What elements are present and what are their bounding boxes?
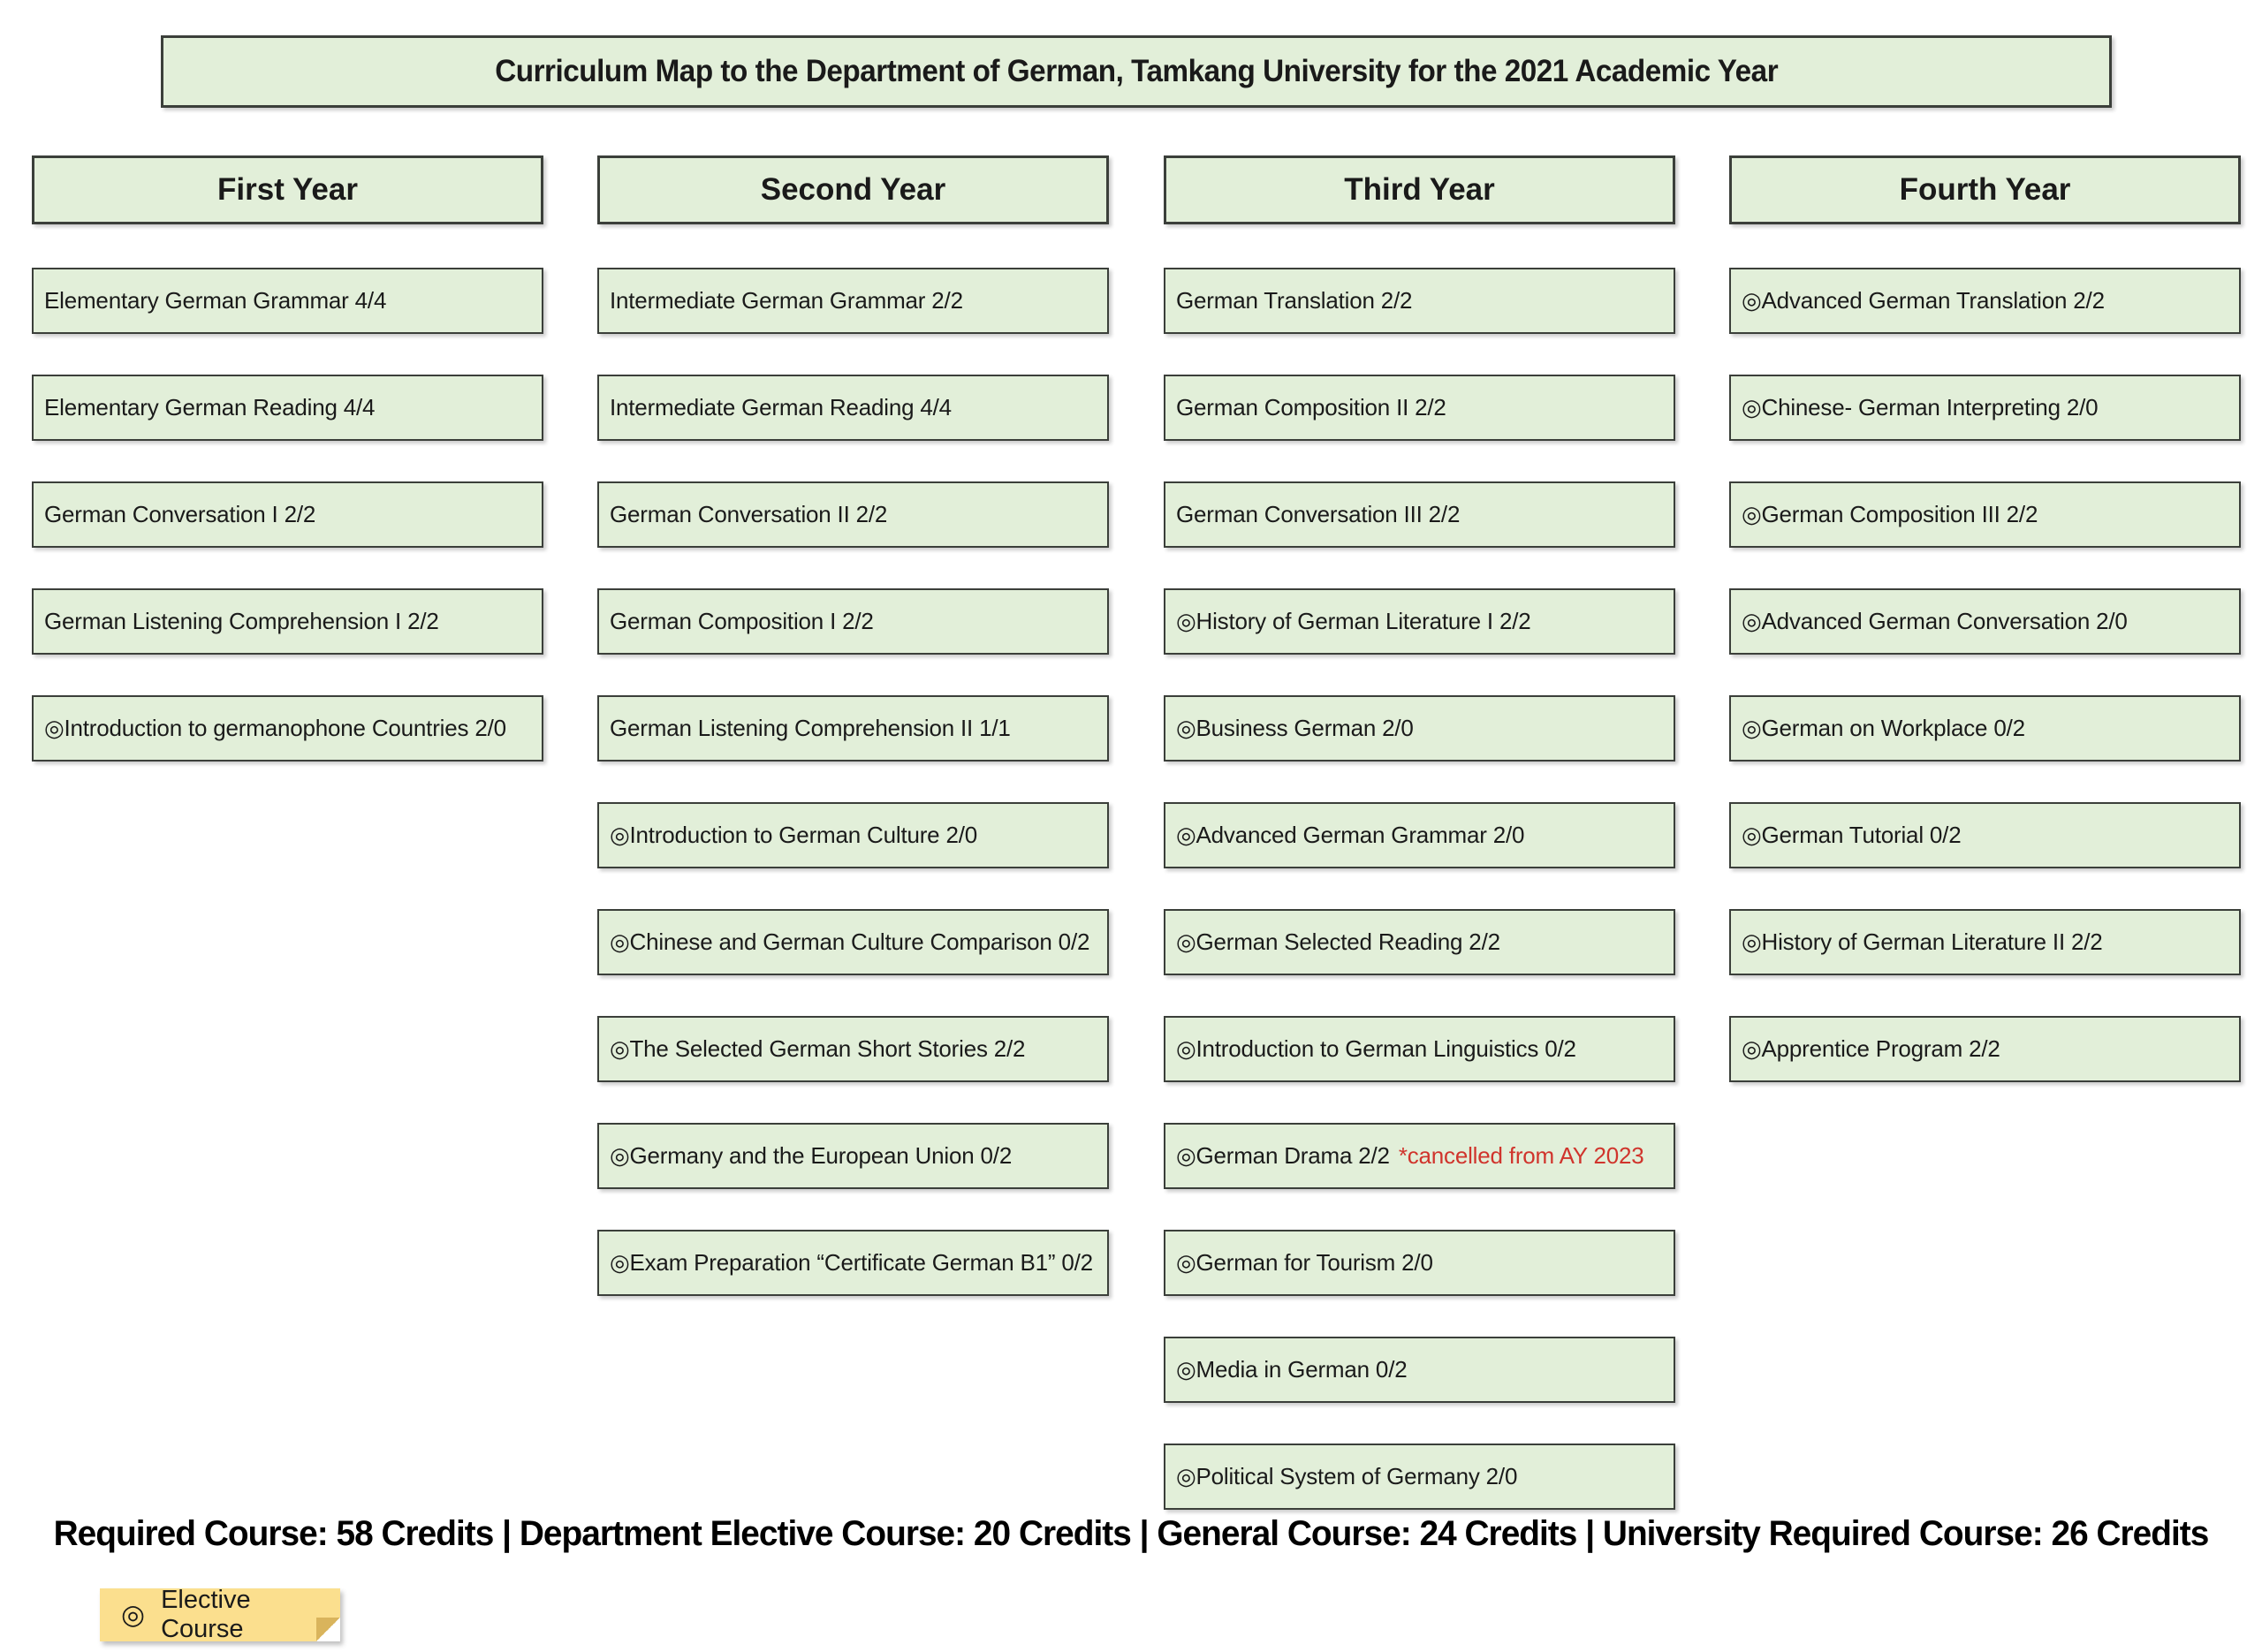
course-box <box>1164 268 1675 334</box>
course-label: ◎Media in German 0/2 <box>1176 1356 1408 1383</box>
course-label: ◎Introduction to germanophone Countries 2/0 <box>44 715 506 741</box>
column-second-year <box>597 155 1109 1296</box>
legend-label: Elective Course <box>161 1586 251 1643</box>
course-label: ◎Business German 2/0 <box>1176 715 1414 741</box>
course-label: German Conversation I 2/2 <box>44 501 316 527</box>
course-box <box>32 481 543 548</box>
course-label: ◎German Composition III 2/2 <box>1742 501 2038 527</box>
column-header-fourth-year <box>1729 155 2241 224</box>
elective-marker-icon: ◎ <box>121 1599 146 1630</box>
course-box <box>1729 1016 2241 1082</box>
course-label: ◎Introduction to German Linguistics 0/2 <box>1176 1035 1576 1062</box>
column-title: Fourth Year <box>1899 172 2071 207</box>
course-label: ◎History of German Literature I 2/2 <box>1176 608 1531 634</box>
course-cancelled-note: *cancelled from AY 2023 <box>1398 1142 1644 1169</box>
column-third-year <box>1164 155 1675 1510</box>
course-box <box>597 268 1109 334</box>
course-box <box>1729 481 2241 548</box>
course-box <box>1729 268 2241 334</box>
course-label: ◎Chinese and German Culture Comparison 0/2 <box>610 928 1090 955</box>
column-fourth-year <box>1729 155 2241 1082</box>
course-label: German Listening Comprehension I 2/2 <box>44 608 439 634</box>
course-label: ◎Germany and the European Union 0/2 <box>610 1142 1013 1169</box>
course-box <box>597 695 1109 762</box>
course-list-fourth-year <box>1729 268 2241 1082</box>
course-box <box>1729 375 2241 441</box>
course-list-third-year <box>1164 268 1675 1510</box>
course-box <box>1164 1444 1675 1510</box>
elective-course-legend <box>100 1588 340 1641</box>
course-box <box>32 268 543 334</box>
column-title: First Year <box>217 172 358 207</box>
column-title: Second Year <box>760 172 946 207</box>
course-label: ◎Advanced German Grammar 2/0 <box>1176 822 1525 848</box>
course-box <box>32 588 543 655</box>
course-label: German Conversation III 2/2 <box>1176 501 1461 527</box>
course-box <box>597 375 1109 441</box>
course-label: ◎German for Tourism 2/0 <box>1176 1249 1433 1276</box>
course-box <box>1164 1337 1675 1403</box>
course-label: ◎German on Workplace 0/2 <box>1742 715 2025 741</box>
column-header-second-year <box>597 155 1109 224</box>
course-list-second-year <box>597 268 1109 1296</box>
course-label: German Translation 2/2 <box>1176 287 1413 314</box>
course-box <box>597 1123 1109 1189</box>
column-header-first-year <box>32 155 543 224</box>
course-box <box>1164 695 1675 762</box>
course-label: Elementary German Reading 4/4 <box>44 394 376 421</box>
course-box <box>597 802 1109 868</box>
course-list-first-year <box>32 268 543 762</box>
column-title: Third Year <box>1344 172 1495 207</box>
course-label: ◎Apprentice Program 2/2 <box>1742 1035 2000 1062</box>
course-box <box>597 1016 1109 1082</box>
folded-corner-icon <box>316 1618 340 1641</box>
course-box <box>32 375 543 441</box>
course-box <box>1164 481 1675 548</box>
course-box <box>597 588 1109 655</box>
column-header-third-year <box>1164 155 1675 224</box>
course-box <box>1164 1123 1675 1189</box>
course-label: Elementary German Grammar 4/4 <box>44 287 387 314</box>
page-title: Curriculum Map to the Department of German, Tamkang University for the 2021 Academic Year <box>495 54 1778 88</box>
course-label: ◎History of German Literature II 2/2 <box>1742 928 2103 955</box>
course-label: German Listening Comprehension II 1/1 <box>610 715 1011 741</box>
course-label: ◎German Selected Reading 2/2 <box>1176 928 1500 955</box>
course-label: German Composition I 2/2 <box>610 608 874 634</box>
credits-summary: Required Course: 58 Credits | Department Elective Course: 20 Credits | General Course: 24 Credits | University Required Course: 26 Credits <box>53 1514 2209 1553</box>
course-box <box>1729 802 2241 868</box>
course-label: ◎Political System of Germany 2/0 <box>1176 1463 1518 1489</box>
course-label: ◎German Tutorial 0/2 <box>1742 822 1962 848</box>
course-label: ◎The Selected German Short Stories 2/2 <box>610 1035 1026 1062</box>
course-label: Intermediate German Grammar 2/2 <box>610 287 963 314</box>
course-label: German Composition II 2/2 <box>1176 394 1446 421</box>
course-label: ◎German Drama 2/2 <box>1176 1142 1390 1169</box>
course-label: German Conversation II 2/2 <box>610 501 888 527</box>
title-box <box>161 35 2112 108</box>
course-box <box>1164 375 1675 441</box>
course-box <box>1164 802 1675 868</box>
column-first-year <box>32 155 543 762</box>
course-label: ◎Advanced German Translation 2/2 <box>1742 287 2105 314</box>
course-box <box>1164 588 1675 655</box>
course-box <box>1729 588 2241 655</box>
course-box <box>1729 909 2241 975</box>
course-box <box>32 695 543 762</box>
course-box <box>1164 909 1675 975</box>
course-label: Intermediate German Reading 4/4 <box>610 394 952 421</box>
course-box <box>1729 695 2241 762</box>
course-label: ◎Chinese- German Interpreting 2/0 <box>1742 394 2099 421</box>
course-label: ◎Exam Preparation “Certificate German B1” 0/2 <box>610 1249 1093 1276</box>
course-box <box>597 909 1109 975</box>
course-box <box>1164 1016 1675 1082</box>
course-label: ◎Advanced German Conversation 2/0 <box>1742 608 2128 634</box>
course-label: ◎Introduction to German Culture 2/0 <box>610 822 978 848</box>
course-box <box>597 481 1109 548</box>
course-box <box>1164 1230 1675 1296</box>
course-box <box>597 1230 1109 1296</box>
